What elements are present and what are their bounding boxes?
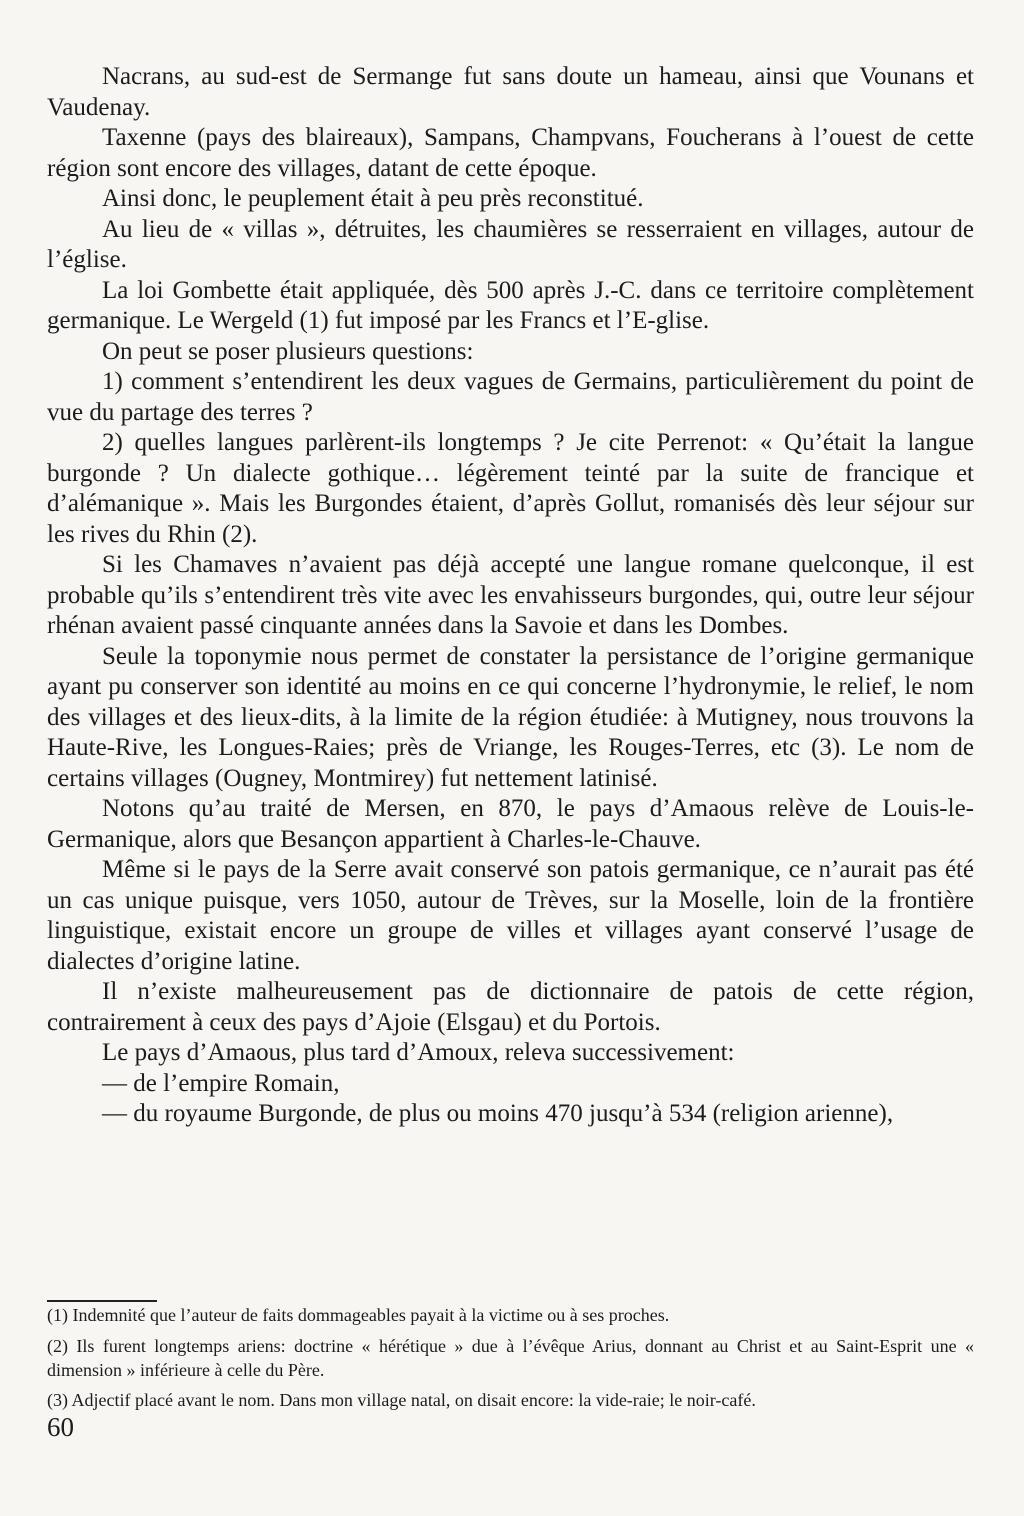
footnote-rule: [47, 1300, 157, 1302]
footnote-3: (3) Adjectif placé avant le nom. Dans mon village natal, on disait encore: la vide-raie; le noir-café.: [47, 1390, 756, 1410]
paragraph: Même si le pays de la Serre avait conservé son patois germanique, ce n’aurait pas été un cas unique puisque, vers 1050, autour de Trèves, sur la Moselle, loin de la frontière linguistique, existait encore un groupe de villes et villages ayant conservé l’usage de dialectes d’origine latine.: [47, 856, 974, 975]
footnote-2: (2) Ils furent longtemps ariens: doctrine « hérétique » due à l’évêque Arius, donnant au Christ et au Saint-Esprit une « dimension » inférieure à celle du Père.: [47, 1336, 974, 1380]
paragraph: Ainsi donc, le peuplement était à peu près reconstitué.: [102, 185, 644, 212]
footnote-1: (1) Indemnité que l’auteur de faits dommageables payait à la victime ou à ses proches.: [47, 1305, 670, 1325]
paragraph: Il n’existe malheureusement pas de dictionnaire de patois de cette région, contrairement à ceux des pays d’Ajoie (Elsgau) et du Portois.: [47, 978, 974, 1036]
list-item: — de l’empire Romain,: [102, 1069, 340, 1097]
paragraph: Si les Chamaves n’avaient pas déjà accepté une langue romane quelconque, il est probable qu’ils s’entendirent très vite avec les envahisseurs burgondes, qui, outre leur séjour rhénan avaient passé cinquante années dans la Savoie et dans les Dombes.: [47, 551, 974, 639]
paragraph: Le pays d’Amaous, plus tard d’Amoux, releva successivement:: [102, 1039, 735, 1066]
paragraph: On peut se poser plusieurs questions:: [102, 337, 474, 365]
footnotes: [47, 1303, 974, 1419]
list-item: — du royaume Burgonde, de plus ou moins 470 jusqu’à 534 (religion arienne),: [102, 1100, 894, 1127]
paragraph: Taxenne (pays des blaireaux), Sampans, Champvans, Foucherans à l’ouest de cette région sont encore des villages, datant de cette époque.: [47, 124, 974, 182]
page-number: 60: [47, 1412, 74, 1442]
paragraph: 2) quelles langues parlèrent-ils longtemps ? Je cite Perrenot: « Qu’était la langue burgonde ? Un dialecte gothique… légèrement teinté par la suite de francique et d’alémanique ». Mais les Burgondes étaient, d’après Gollut, romanisés dès leur séjour sur les rives du Rhin (2).: [47, 429, 974, 548]
paragraph: Nacrans, au sud-est de Sermange fut sans doute un hameau, ainsi que Vounans et Vaudenay.: [47, 63, 974, 121]
main-text: [47, 62, 974, 1130]
paragraph: Seule la toponymie nous permet de constater la persistance de l’origine germanique ayant pu conserver son identité au moins en ce qui concerne l’hydronymie, le relief, le nom des villages et des lieux-dits, à la limite de la région étudiée: à Mutigney, nous trouvons la Haute-Rive, les Longues-Raies; près de Vriange, les Rouges-Terres, etc (3). Le nom de certains villages (Ougney, Montmirey) fut nettement latinisé.: [47, 642, 974, 792]
paragraph: 1) comment s’entendirent les deux vagues de Germains, particulièrement du point de vue du partage des terres ?: [47, 368, 974, 426]
paragraph: Au lieu de « villas », détruites, les chaumières se resserraient en villages, autour de l’église.: [47, 215, 974, 273]
paragraph: La loi Gombette était appliquée, dès 500 après J.-C. dans ce territoire complètement germanique. Le Wergeld (1) fut imposé par les Francs et l’E-glise.: [47, 276, 974, 334]
paragraph: Notons qu’au traité de Mersen, en 870, le pays d’Amaous relève de Louis-le-Germanique, alors que Besançon appartient à Charles-le-Chauve.: [47, 795, 974, 853]
